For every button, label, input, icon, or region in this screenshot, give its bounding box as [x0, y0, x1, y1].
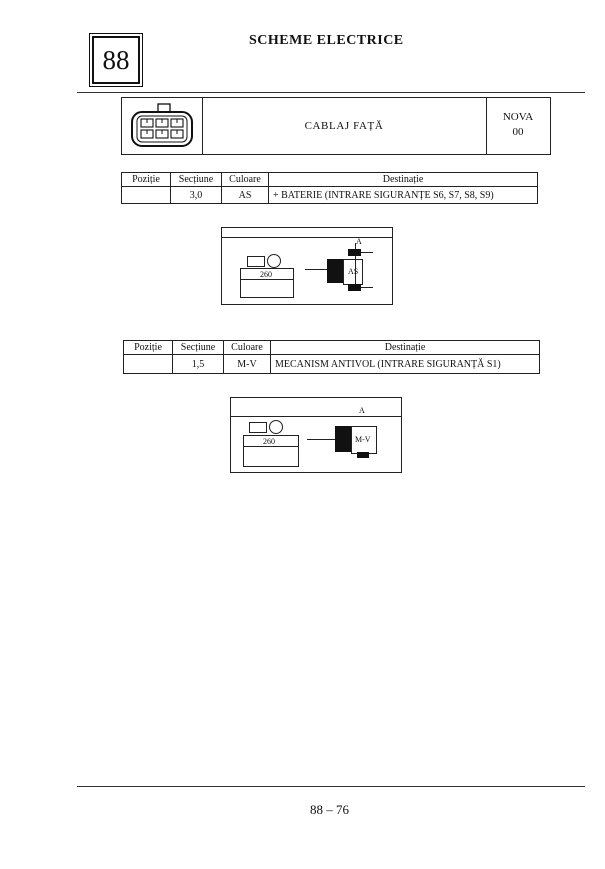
column-header-sectiune: Secțiune: [173, 341, 224, 355]
wire-line: [361, 252, 373, 253]
harness-title: CABLAJ FAȚĂ: [304, 120, 384, 132]
terminal-block: [335, 426, 351, 452]
table-header-row: [122, 173, 538, 187]
table-header-row: [124, 341, 540, 355]
diagram-rule: [231, 416, 401, 417]
model-cell: [486, 110, 550, 140]
column-header-culoare: Culoare: [224, 341, 271, 355]
component-code: 260: [260, 270, 272, 279]
component-box: [240, 268, 294, 298]
wire-line: [307, 439, 335, 440]
column-header-destinatie: Destinație: [271, 341, 540, 355]
cell-sectiune: 1,5: [173, 355, 224, 374]
terminal-top: [348, 249, 361, 256]
model-code: 00: [512, 126, 524, 138]
column-header-pozitie: Poziție: [124, 341, 173, 355]
terminal-block: [327, 259, 343, 283]
diagram-rule: [222, 237, 392, 238]
fuse-icon: [249, 422, 267, 433]
lamp-icon: [267, 254, 281, 268]
wire-line: [361, 287, 373, 288]
wire-table: [123, 340, 540, 374]
cell-pozitie: [124, 355, 173, 374]
component-box: [243, 435, 299, 467]
connector-label: A: [359, 406, 365, 415]
component-code: 260: [263, 437, 275, 446]
chapter-number-box: [92, 36, 140, 84]
wire-table: [121, 172, 538, 204]
model-name: NOVA: [502, 111, 534, 123]
cell-pozitie: [122, 187, 171, 204]
page-title: SCHEME ELECTRICE: [249, 33, 404, 48]
footer-rule: [77, 786, 585, 787]
wiring-diagram: [221, 227, 393, 305]
wire-color-label: M-V: [355, 435, 371, 444]
cell-sectiune: 3,0: [171, 187, 222, 204]
wire-label-box: [343, 259, 363, 285]
cell-destinatie: MECANISM ANTIVOL (INTRARE SIGURANȚĂ S1): [271, 355, 540, 374]
cell-culoare: M-V: [224, 355, 271, 374]
harness-header-box: [121, 97, 551, 155]
cell-culoare: AS: [222, 187, 269, 204]
fuse-icon: [247, 256, 265, 267]
column-header-sectiune: Secțiune: [171, 173, 222, 187]
lamp-icon: [269, 420, 283, 434]
terminal-bottom: [348, 284, 361, 291]
top-rule: [77, 92, 585, 93]
terminal-bottom: [357, 452, 369, 458]
column-header-culoare: Culoare: [222, 173, 269, 187]
table-row: [122, 187, 538, 204]
cell-destinatie: + BATERIE (INTRARE SIGURANȚE S6, S7, S8, S9): [269, 187, 538, 204]
connector-label: A: [356, 237, 362, 246]
page-number: 88 – 76: [310, 802, 349, 817]
wiring-diagram: [230, 397, 402, 473]
table-row: [124, 355, 540, 374]
wire-color-label: AS: [348, 267, 359, 276]
wire-label-box: [351, 426, 377, 454]
wire-line: [305, 269, 327, 270]
chapter-number: 88: [102, 44, 130, 75]
connector-6pin-icon: [128, 103, 196, 149]
column-header-pozitie: Poziție: [122, 173, 171, 187]
column-header-destinatie: Destinație: [269, 173, 538, 187]
